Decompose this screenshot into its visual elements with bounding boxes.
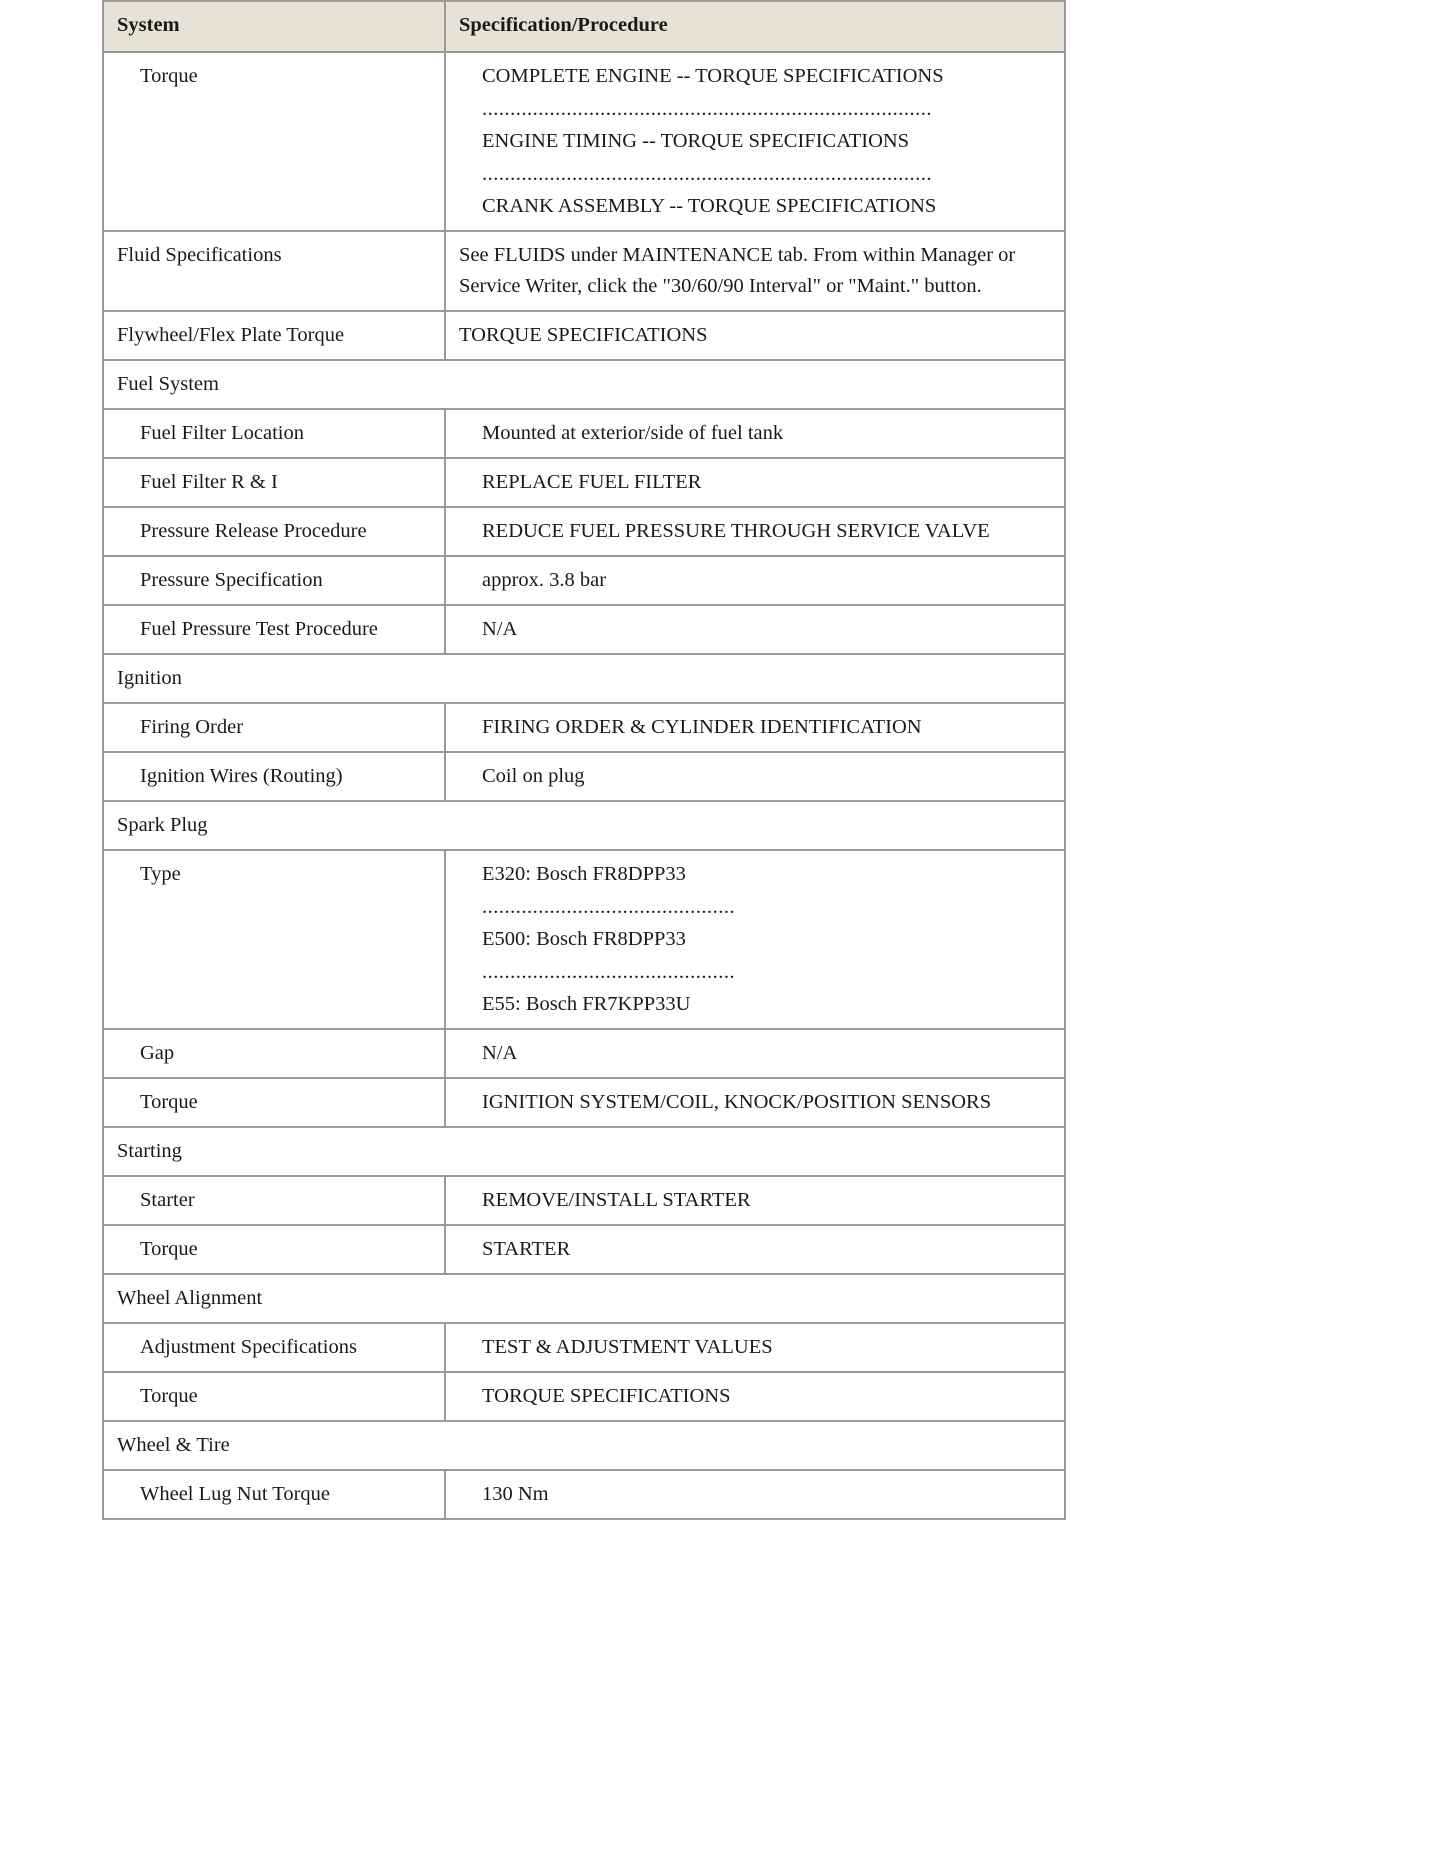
group-row: [103, 801, 1065, 850]
specification-text: Mounted at exterior/side of fuel tank: [482, 422, 784, 444]
specification-cell: [445, 1323, 1065, 1372]
dotted-separator: .............................................: [482, 896, 736, 918]
table-row: [103, 52, 1065, 231]
group-label: Wheel & Tire: [103, 1421, 1065, 1470]
system-cell: Starter: [103, 1176, 445, 1225]
specification-text: 130 Nm: [482, 1483, 549, 1505]
system-cell: Pressure Release Procedure: [103, 507, 445, 556]
specification-text: Coil on plug: [482, 765, 585, 787]
group-label: Starting: [103, 1127, 1065, 1176]
specification-cell: [445, 605, 1065, 654]
system-cell: Adjustment Specifications: [103, 1323, 445, 1372]
specification-cell: [445, 850, 1065, 1029]
specification-cell: [445, 1029, 1065, 1078]
group-row: [103, 654, 1065, 703]
dotted-separator: .............................................: [482, 961, 736, 983]
system-cell: Pressure Specification: [103, 556, 445, 605]
group-row: [103, 1421, 1065, 1470]
group-row: [103, 1127, 1065, 1176]
specification-text: IGNITION SYSTEM/COIL, KNOCK/POSITION SENSORS: [482, 1091, 992, 1113]
group-row: [103, 1274, 1065, 1323]
system-cell: Torque: [103, 1225, 445, 1274]
system-cell: Flywheel/Flex Plate Torque: [103, 311, 445, 360]
system-cell: Fuel Filter R & I: [103, 458, 445, 507]
specification-text: REDUCE FUEL PRESSURE THROUGH SERVICE VALVE: [482, 520, 990, 542]
table-row: [103, 507, 1065, 556]
specification-cell: [445, 752, 1065, 801]
specification-cell: [445, 231, 1065, 311]
system-cell: Torque: [103, 52, 445, 231]
group-label: Ignition: [103, 654, 1065, 703]
system-cell: Fuel Filter Location: [103, 409, 445, 458]
table-body: [103, 52, 1065, 1519]
table-row: [103, 311, 1065, 360]
specification-text: TEST & ADJUSTMENT VALUES: [482, 1336, 773, 1358]
table-row: [103, 409, 1065, 458]
group-label: Fuel System: [103, 360, 1065, 409]
system-cell: Firing Order: [103, 703, 445, 752]
specification-cell: [445, 52, 1065, 231]
group-label: Spark Plug: [103, 801, 1065, 850]
table-row: [103, 1470, 1065, 1519]
specification-text: N/A: [482, 618, 518, 640]
specification-text: N/A: [482, 1042, 518, 1064]
specification-cell: [445, 1078, 1065, 1127]
table-row: [103, 1225, 1065, 1274]
system-cell: Ignition Wires (Routing): [103, 752, 445, 801]
dotted-separator: ................................................................................: [482, 98, 932, 120]
table-row: [103, 752, 1065, 801]
specification-cell: [445, 311, 1065, 360]
table-row: [103, 1323, 1065, 1372]
specification-text: E500: Bosch FR8DPP33: [482, 928, 686, 950]
table-row: [103, 1372, 1065, 1421]
specification-text: approx. 3.8 bar: [482, 569, 607, 591]
table-row: [103, 231, 1065, 311]
specification-cell: [445, 458, 1065, 507]
system-cell: Fluid Specifications: [103, 231, 445, 311]
specification-text: COMPLETE ENGINE -- TORQUE SPECIFICATIONS: [482, 65, 944, 87]
table-row: [103, 1078, 1065, 1127]
table-row: [103, 458, 1065, 507]
specification-cell: [445, 1225, 1065, 1274]
table-row: [103, 850, 1065, 1029]
specifications-table: [102, 0, 1066, 1520]
specification-cell: [445, 1470, 1065, 1519]
specification-cell: [445, 703, 1065, 752]
specification-text: REMOVE/INSTALL STARTER: [482, 1189, 751, 1211]
specification-cell: [445, 1372, 1065, 1421]
system-cell: Type: [103, 850, 445, 1029]
specification-cell: [445, 556, 1065, 605]
table-header-row: [103, 1, 1065, 52]
specification-text: FIRING ORDER & CYLINDER IDENTIFICATION: [482, 716, 922, 738]
table-row: [103, 1176, 1065, 1225]
group-label: Wheel Alignment: [103, 1274, 1065, 1323]
table-row: [103, 605, 1065, 654]
header-specification: Specification/Procedure: [445, 1, 1065, 52]
system-cell: Fuel Pressure Test Procedure: [103, 605, 445, 654]
specification-text: E55: Bosch FR7KPP33U: [482, 993, 691, 1015]
specification-cell: [445, 409, 1065, 458]
system-cell: Wheel Lug Nut Torque: [103, 1470, 445, 1519]
specification-text: E320: Bosch FR8DPP33: [482, 863, 686, 885]
dotted-separator: ................................................................................: [482, 163, 932, 185]
system-cell: Torque: [103, 1372, 445, 1421]
specification-text: TORQUE SPECIFICATIONS: [482, 1385, 731, 1407]
system-cell: Gap: [103, 1029, 445, 1078]
header-system: System: [103, 1, 445, 52]
table-row: [103, 703, 1065, 752]
specification-text: ENGINE TIMING -- TORQUE SPECIFICATIONS: [482, 130, 910, 152]
specification-cell: [445, 1176, 1065, 1225]
specification-text: STARTER: [482, 1238, 571, 1260]
group-row: [103, 360, 1065, 409]
specification-text: See FLUIDS under MAINTENANCE tab. From within Manager or Service Writer, click the "30/60/90 Interval" or "Maint." button.: [459, 244, 1016, 297]
table-row: [103, 1029, 1065, 1078]
specification-text: CRANK ASSEMBLY -- TORQUE SPECIFICATIONS: [482, 195, 937, 217]
system-cell: Torque: [103, 1078, 445, 1127]
specification-text: REPLACE FUEL FILTER: [482, 471, 702, 493]
specification-cell: [445, 507, 1065, 556]
table-row: [103, 556, 1065, 605]
specification-text: TORQUE SPECIFICATIONS: [459, 324, 708, 346]
